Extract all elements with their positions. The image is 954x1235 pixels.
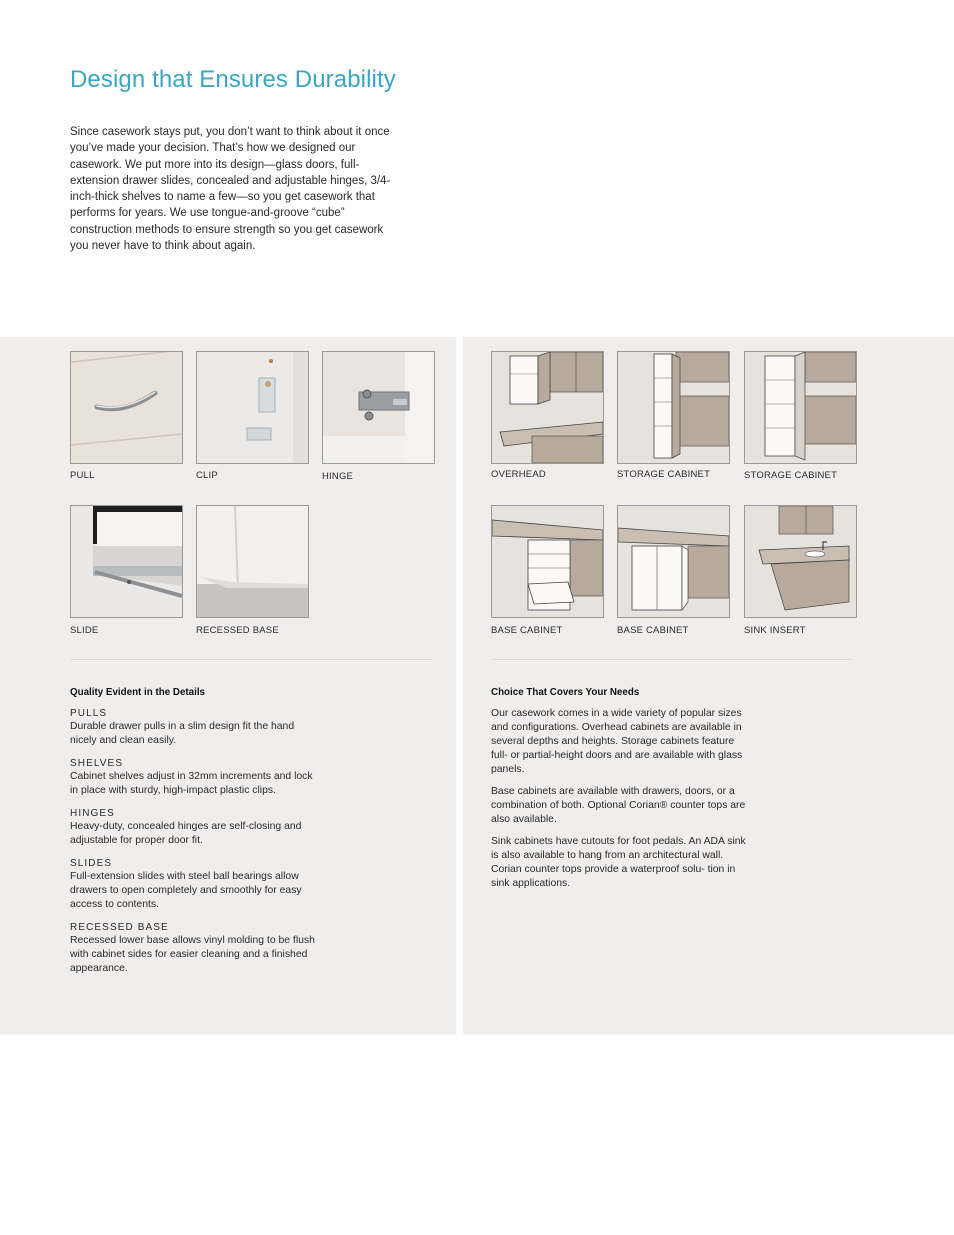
hinge-photo [322, 351, 435, 464]
detail-label: RECESSED BASE [70, 922, 169, 933]
base-cabinet-drawers-illustration [491, 505, 604, 618]
detail-label: SHELVES [70, 758, 124, 769]
section-heading: Choice That Covers Your Needs [491, 687, 640, 698]
shelf-clip-photo [196, 351, 309, 464]
quality-section [70, 687, 320, 985]
base-cabinet-doors-illustration [617, 505, 730, 618]
illustration-caption: OVERHEAD [491, 469, 546, 480]
choice-section [491, 687, 749, 899]
detail-label: SLIDES [70, 858, 113, 869]
illustration-caption: BASE CABINET [491, 625, 563, 636]
photo-caption: SLIDE [70, 625, 99, 636]
photo-caption: PULL [70, 470, 95, 481]
detail-item [70, 707, 320, 748]
storage-cabinet-glass-illustration [744, 351, 857, 464]
detail-label: HINGES [70, 808, 115, 819]
illustration-caption: STORAGE CABINET [744, 470, 838, 481]
choice-paragraph: Sink cabinets have cutouts for foot pedals. An ADA sink is also available to hang from an architectural wall. Corian counter tops provide a waterproof solu- tion in sink applications. [491, 836, 746, 889]
detail-text: Full-extension slides with steel ball bearings allow drawers to open completely and smoothly for easy access to contents. [70, 871, 302, 910]
illustration-caption: SINK INSERT [744, 625, 806, 636]
detail-item [70, 757, 320, 798]
divider [491, 659, 853, 660]
photo-caption: RECESSED BASE [196, 625, 279, 636]
detail-text: Heavy-duty, concealed hinges are self-closing and adjustable for proper door fit. [70, 821, 302, 846]
detail-item [70, 807, 320, 848]
photo-caption: CLIP [196, 470, 218, 481]
choice-paragraph: Our casework comes in a wide variety of popular sizes and configurations. Overhead cabinets are available in several depths and heights. Storage cabinets feature full- or partial-height doors and are available with glass panels. [491, 708, 743, 775]
detail-text: Recessed lower base allows vinyl molding to be flush with cabinet sides for easier cleaning and a finished appearance. [70, 935, 315, 974]
recessed-base-photo [196, 505, 309, 618]
intro-paragraph: Since casework stays put, you don’t want to think about it once you’ve made your decision. That’s how we designed our casework. We put more into its design—glass doors, full-extension drawer slides, concealed and adjustable hinges, 3/4-inch-thick shelves to name a few—so you get casework that performs for years. We use tongue-and-groove “cube” construction methods to ensure strength so you get casework you never have to think about again. [70, 126, 391, 253]
choice-paragraph: Base cabinets are available with drawers, doors, or a combination of both. Optional Corian® counter tops are also available. [491, 786, 746, 825]
illustration-caption: STORAGE CABINET [617, 469, 711, 480]
photo-caption: HINGE [322, 471, 354, 482]
detail-item [70, 857, 320, 912]
section-heading: Quality Evident in the Details [70, 687, 206, 698]
drawer-slide-photo [70, 505, 183, 618]
page-title: Design that Ensures Durability [70, 66, 396, 93]
drawer-pull-photo [70, 351, 183, 464]
overhead-cabinet-illustration [491, 351, 604, 464]
detail-text: Durable drawer pulls in a slim design fit the hand nicely and clean easily. [70, 721, 295, 746]
illustration-caption: BASE CABINET [617, 625, 689, 636]
detail-item [70, 921, 320, 976]
divider [70, 659, 432, 660]
sink-insert-illustration [744, 505, 857, 618]
detail-text: Cabinet shelves adjust in 32mm increments and lock in place with sturdy, high-impact plastic clips. [70, 771, 313, 796]
storage-cabinet-illustration [617, 351, 730, 464]
detail-label: PULLS [70, 708, 108, 719]
